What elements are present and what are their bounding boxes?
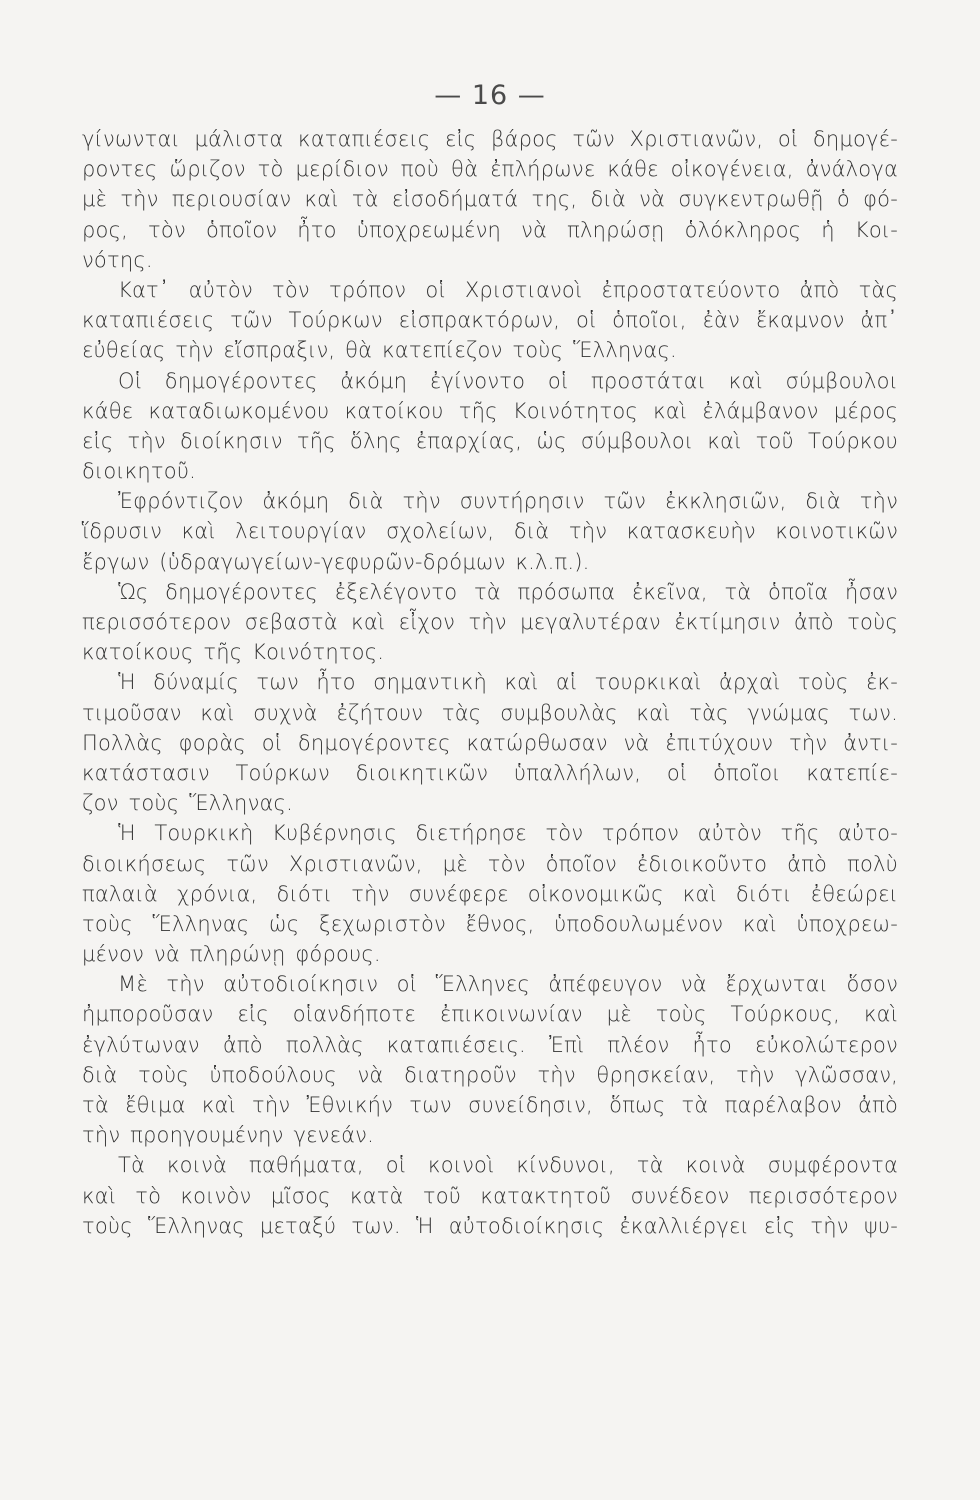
text-line: τοὺς Ἕλληνας ὡς ξεχωριστὸν ἔθνος, ὑποδουλωμένον καὶ ὑποχρεω- (82, 911, 898, 936)
text-line: εὐθείας τὴν εἴσπραξιν, θὰ κατεπίεζον τοὺς Ἕλληνας. (82, 338, 677, 363)
text-line: μὲ τὴν περιουσίαν καὶ τὰ εἰσοδήματά της, διὰ νὰ συγκεντρωθῇ ὁ φό- (82, 187, 898, 212)
text-line: κάθε καταδιωκομένου κατοίκου τῆς Κοινότητος καὶ ἐλάμβανον μέρος (82, 398, 898, 423)
text-line: Οἱ δημογέροντες ἀκόμη ἐγίνοντο οἱ προστάται καὶ σύμβουλοι (118, 368, 898, 393)
text-line: μένον νὰ πληρώνῃ φόρους. (82, 942, 381, 967)
text-line: καὶ τὸ κοινὸν μῖσος κατὰ τοῦ κατακτητοῦ συνέδεον περισσότερον (82, 1183, 898, 1208)
text-line: καταπιέσεις τῶν Τούρκων εἰσπρακτόρων, οἱ ὁποῖοι, ἐὰν ἔκαμνον ἀπ᾽ (82, 308, 898, 333)
text-line: διοικητοῦ. (82, 459, 197, 484)
text-line: τὰ ἔθιμα καὶ τὴν Ἐθνικήν των συνείδησιν, ὅπως τὰ παρέλαβον ἀπὸ (82, 1093, 898, 1117)
text-line: νότης. (82, 247, 153, 272)
text-line: ρος, τὸν ὁποῖον ἦτο ὑποχρεωμένη νὰ πληρώσῃ ὁλόκληρος ἡ Κοι- (82, 217, 898, 242)
text-line: γίνωνται μάλιστα καταπιέσεις εἰς βάρος τῶν Χριστιανῶν, οἱ δημογέ- (82, 127, 898, 151)
text-line: Κατ᾽ αὐτὸν τὸν τρόπον οἱ Χριστιανοὶ ἐπροστατεύοντο ἀπὸ τὰς (118, 277, 898, 302)
text-line: κατοίκους τῆς Κοινότητος. (82, 640, 385, 665)
body-text (82, 124, 898, 1241)
text-line: ἔργων (ὑδραγωγείων-γεφυρῶν-δρόμων κ.λ.π.). (82, 549, 590, 574)
text-line: τὴν προηγουμένην γενεάν. (82, 1123, 374, 1148)
text-line: διοικήσεως τῶν Χριστιανῶν, μὲ τὸν ὁποῖον ἐδιοικοῦντο ἀπὸ πολὺ (82, 851, 898, 876)
text-line: περισσότερον σεβαστὰ καὶ εἶχον τὴν μεγαλυτέραν ἐκτίμησιν ἀπὸ τοὺς (82, 610, 898, 634)
text-line: εἰς τὴν διοίκησιν τῆς ὅλης ἐπαρχίας, ὡς σύμβουλοι καὶ τοῦ Τούρκου (82, 428, 898, 453)
text-line: ἵδρυσιν καὶ λειτουργίαν σχολείων, διὰ τὴν κατασκευὴν κοινοτικῶν (82, 519, 898, 544)
text-line: τιμοῦσαν καὶ συχνὰ ἐζήτουν τὰς συμβουλὰς καὶ τὰς γνώμας των. (82, 700, 898, 725)
text-line: Ὡς δημογέροντες ἐξελέγοντο τὰ πρόσωπα ἐκεῖνα, τὰ ὁποῖα ἦσαν (118, 579, 898, 604)
text-line: κατάστασιν Τούρκων διοικητικῶν ὑπαλλήλων, οἱ ὁποῖοι κατεπίε- (82, 760, 898, 785)
text-line: Ἡ δύναμίς των ἦτο σημαντικὴ καὶ αἱ τουρκικαὶ ἀρχαὶ τοὺς ἐκ- (118, 670, 898, 695)
text-line: Ἡ Τουρκικὴ Κυβέρνησις διετήρησε τὸν τρόπον αὐτὸν τῆς αὐτο- (118, 821, 898, 846)
text-line: διὰ τοὺς ὑποδούλους νὰ διατηροῦν τὴν θρησκείαν, τὴν γλῶσσαν, (82, 1062, 898, 1087)
text-line: Μὲ τὴν αὐτοδιοίκησιν οἱ Ἕλληνες ἀπέφευγον νὰ ἔρχωνται ὅσον (118, 972, 898, 997)
text-line: τοὺς Ἕλληνας μεταξύ των. Ἡ αὐτοδιοίκησις ἐκαλλιέργει εἰς τὴν ψυ- (82, 1213, 898, 1238)
text-line: Τὰ κοινὰ παθήματα, οἱ κοινοὶ κίνδυνοι, τὰ κοινὰ συμφέροντα (118, 1153, 898, 1178)
text-line: ἠμποροῦσαν εἰς οἱανδήποτε ἐπικοινωνίαν μὲ τοὺς Τούρκους, καὶ (82, 1002, 898, 1027)
text-line: παλαιὰ χρόνια, διότι τὴν συνέφερε οἰκονομικῶς καὶ διότι ἐθεώρει (82, 881, 898, 906)
text-line: Πολλὰς φορὰς οἱ δημογέροντες κατώρθωσαν νὰ ἐπιτύχουν τὴν ἀντι- (82, 730, 898, 755)
page-number: — 16 — (434, 80, 546, 111)
text-line: ροντες ὥριζον τὸ μερίδιον ποὺ θὰ ἐπλήρωνε κάθε οἰκογένεια, ἀνάλογα (82, 157, 898, 182)
text-line: Ἐφρόντιζον ἀκόμη διὰ τὴν συντήρησιν τῶν ἐκκλησιῶν, διὰ τὴν (118, 489, 898, 514)
text-line: ζον τοὺς Ἕλληνας. (82, 791, 293, 816)
text-line: ἐγλύτωναν ἀπὸ πολλὰς καταπιέσεις. Ἐπὶ πλέον ἦτο εὐκολώτερον (82, 1032, 898, 1057)
